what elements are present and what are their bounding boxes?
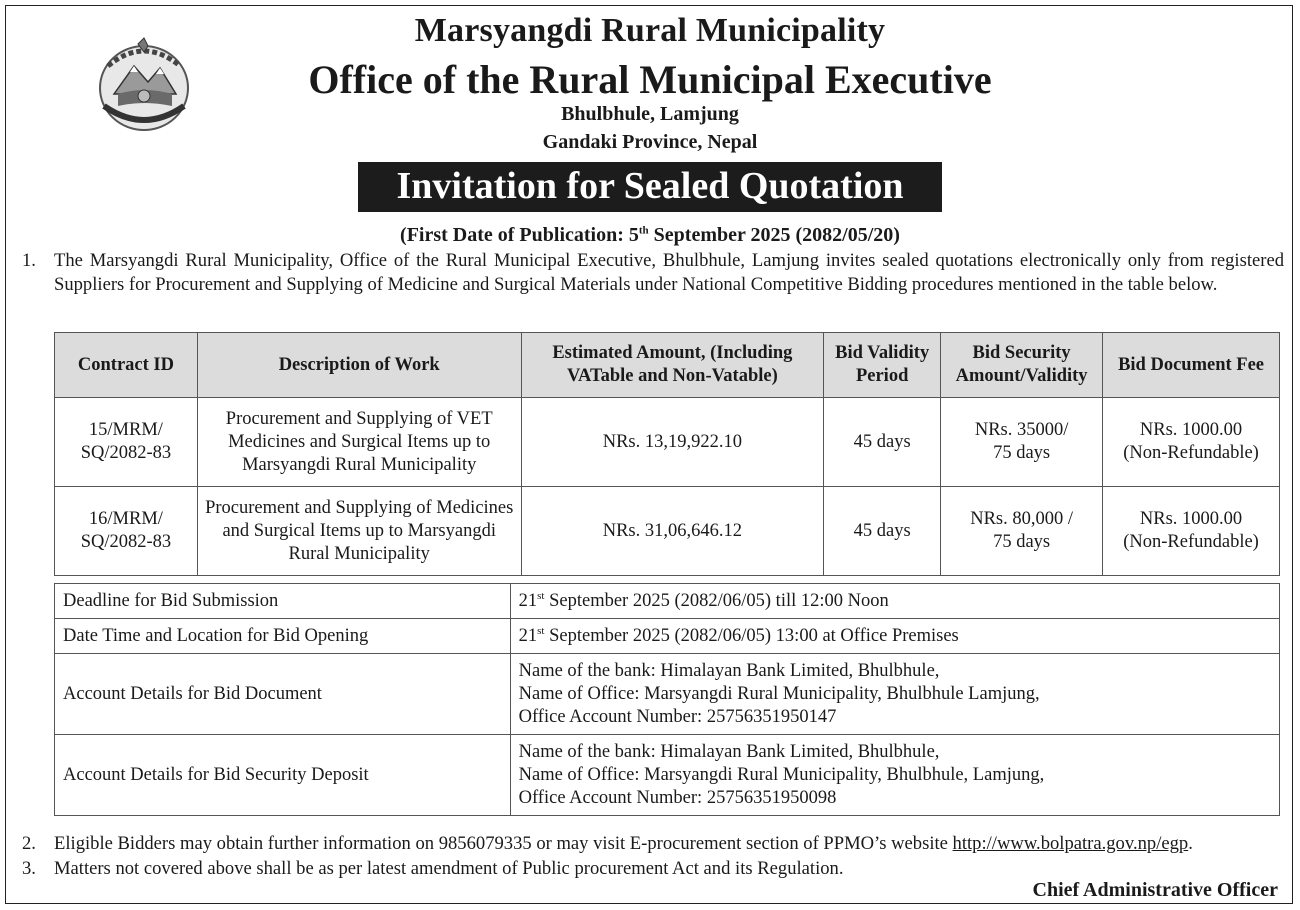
table-row (55, 584, 1280, 619)
contract-id-cell: 16/MRM/ SQ/2082-83 (55, 487, 198, 576)
clause-1 (22, 249, 1284, 323)
table-row (55, 619, 1280, 654)
detail-label: Date Time and Location for Bid Opening (55, 619, 511, 654)
table-row (55, 654, 1280, 735)
column-header: Bid Document Fee (1103, 333, 1280, 398)
fee-cell: NRs. 1000.00 (Non-Refundable) (1103, 398, 1280, 487)
clause-number: 2. (22, 833, 36, 854)
clause-number: 3. (22, 858, 36, 879)
contract-id-cell: 15/MRM/ SQ/2082-83 (55, 398, 198, 487)
detail-label: Account Details for Bid Security Deposit (55, 735, 511, 816)
column-header: Estimated Amount, (Including VATable and Non-Vatable) (521, 333, 824, 398)
clause-number: 1. (22, 250, 36, 271)
validity-cell: 45 days (824, 398, 941, 487)
detail-value: 21st September 2025 (2082/06/05) till 12:00 Noon (510, 584, 1279, 619)
signatory-title: Chief Administrative Officer (1032, 879, 1278, 901)
detail-value: Name of the bank: Himalayan Bank Limited, Bhulbhule, Name of Office: Marsyangdi Rural Municipality, Bhulbhule Lamjung, Office Account Number: 25756351950147 (510, 654, 1279, 735)
clause-2 (22, 832, 1284, 858)
clause-text: Matters not covered above shall be as per latest amendment of Public procurement Act and its Regulation. (54, 858, 844, 879)
contracts-table (54, 332, 1280, 576)
table-header-row (55, 333, 1280, 398)
column-header: Description of Work (197, 333, 521, 398)
table-row (55, 398, 1280, 487)
detail-value: 21st September 2025 (2082/06/05) 13:00 at Office Premises (510, 619, 1279, 654)
column-header: Contract ID (55, 333, 198, 398)
amount-cell: NRs. 31,06,646.12 (521, 487, 824, 576)
clause-text: Eligible Bidders may obtain further information on 9856079335 or may visit E-procurement section of PPMO’s website http://www.bolpatra.gov.np/egp. (54, 833, 1193, 854)
detail-label: Account Details for Bid Document (55, 654, 511, 735)
clause-text: The Marsyangdi Rural Municipality, Office of the Rural Municipal Executive, Bhulbhule, Lamjung invites sealed quotations electronically only from registered Suppliers for Procurement and Supplying of Medicine and Surgical Materials under National Competitive Bidding procedures mentioned in the table below. (54, 250, 1284, 295)
validity-cell: 45 days (824, 487, 941, 576)
detail-value: Name of the bank: Himalayan Bank Limited, Bhulbhule, Name of Office: Marsyangdi Rural Municipality, Bhulbhule, Lamjung, Office Account Number: 25756351950098 (510, 735, 1279, 816)
address-line-1: Bhulbhule, Lamjung (561, 103, 739, 125)
amount-cell: NRs. 13,19,922.10 (521, 398, 824, 487)
detail-label: Deadline for Bid Submission (55, 584, 511, 619)
fee-cell: NRs. 1000.00 (Non-Refundable) (1103, 487, 1280, 576)
address-line-2: Gandaki Province, Nepal (542, 131, 758, 153)
table-row (55, 735, 1280, 816)
security-cell: NRs. 80,000 / 75 days (941, 487, 1103, 576)
table-row (55, 487, 1280, 576)
description-cell: Procurement and Supplying of Medicines and Surgical Items up to Marsyangdi Rural Municipality (197, 487, 521, 576)
ppmo-website-link[interactable]: http://www.bolpatra.gov.np/egp (952, 833, 1189, 854)
office-name: Office of the Rural Municipal Executive (308, 57, 992, 102)
publication-date: (First Date of Publication: 5th September 2025 (2082/05/20) (400, 224, 900, 246)
bid-details-table (54, 583, 1280, 816)
municipality-name: Marsyangdi Rural Municipality (414, 12, 886, 49)
column-header: Bid Validity Period (824, 333, 941, 398)
column-header: Bid Security Amount/Validity (941, 333, 1103, 398)
security-cell: NRs. 35000/ 75 days (941, 398, 1103, 487)
notice-title-banner: Invitation for Sealed Quotation (358, 162, 942, 212)
description-cell: Procurement and Supplying of VET Medicines and Surgical Items up to Marsyangdi Rural Municipality (197, 398, 521, 487)
